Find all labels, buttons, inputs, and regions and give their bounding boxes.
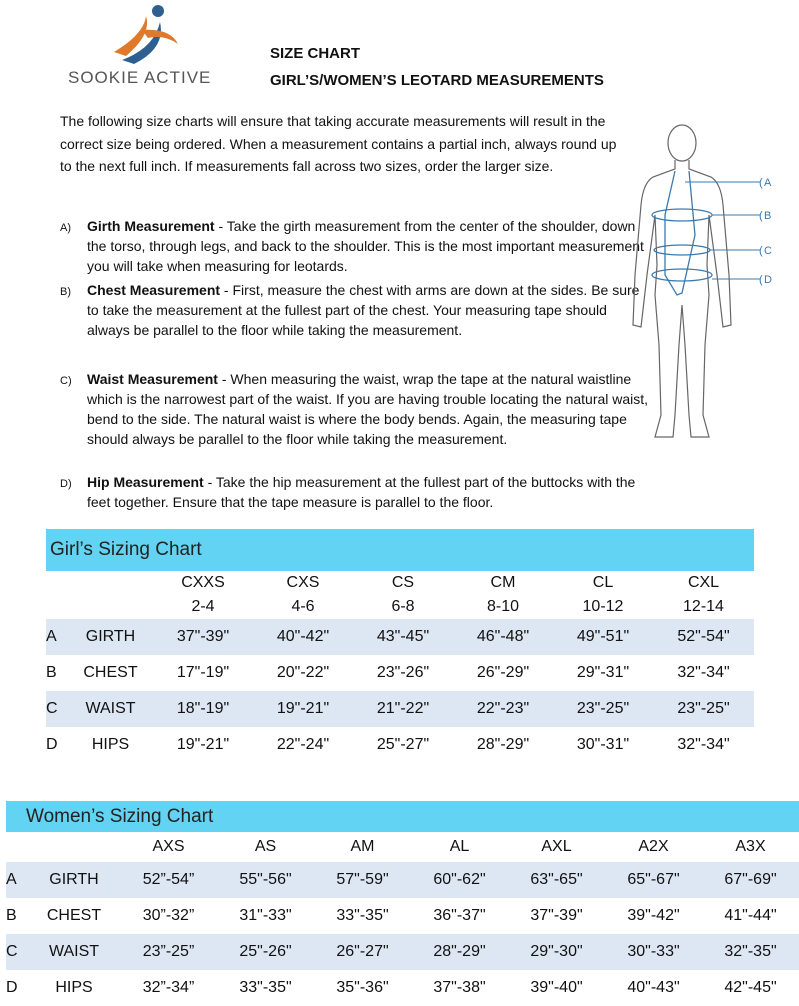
- row-label: GIRTH: [68, 619, 153, 655]
- size-label: CXL: [687, 574, 720, 591]
- women-size-row: [6, 832, 799, 862]
- table-cell: 57"-59": [314, 862, 411, 898]
- measurement-text: - Take the hip measurement at the fullest part of the buttocks with the feet together. Ensure that the tape measure is parallel to the floor.: [87, 474, 636, 510]
- row-label: GIRTH: [28, 862, 120, 898]
- size-label: CM: [490, 574, 516, 591]
- measurement-name: Chest Measurement: [87, 282, 221, 298]
- body-outline-icon: [625, 115, 775, 455]
- table-cell: 63"-65": [508, 862, 605, 898]
- table-cell: 26"-27": [314, 934, 411, 970]
- table-row: [46, 619, 754, 655]
- row-label: WAIST: [68, 691, 153, 727]
- table-cell: 39"-42": [627, 907, 680, 924]
- table-row: [46, 691, 754, 727]
- table-cell: 60"-62": [411, 862, 508, 898]
- title-line-1: SIZE CHART: [270, 45, 360, 62]
- row-letter: D: [6, 979, 18, 996]
- table-cell: 40"-43": [627, 979, 680, 996]
- title-line-2: GIRL’S/WOMEN’S LEOTARD MEASUREMENTS: [270, 72, 604, 89]
- table-cell: 21"-22": [353, 691, 453, 727]
- table-cell: 49"-51": [553, 619, 653, 655]
- row-letter: C: [46, 691, 68, 727]
- row-label: HIPS: [91, 736, 130, 753]
- table-cell: 35"-36": [336, 979, 389, 996]
- girls-size-table: [46, 571, 754, 763]
- measurement-letter: C): [60, 375, 72, 387]
- table-row: [46, 655, 754, 691]
- girls-chart-title: Girl’s Sizing Chart: [46, 529, 754, 571]
- body-figure: [625, 115, 775, 455]
- brand-logo: [62, 4, 232, 90]
- age-label: 10-12: [582, 598, 624, 615]
- table-cell: 36"-37": [433, 907, 486, 924]
- table-cell: 28"-29": [411, 934, 508, 970]
- row-label: WAIST: [28, 934, 120, 970]
- table-cell: 32”-34”: [142, 979, 195, 996]
- row-label: CHEST: [46, 907, 102, 924]
- svg-text:(: (: [759, 177, 763, 189]
- page-title: [270, 40, 604, 94]
- table-cell: 26"-29": [476, 664, 530, 681]
- table-row: [46, 727, 754, 763]
- table-cell: 32"-34": [677, 736, 730, 753]
- measurement-a: [60, 216, 650, 276]
- row-label: CHEST: [83, 664, 138, 681]
- table-cell: 55"-56": [217, 862, 314, 898]
- measurement-text: - Take the girth measurement from the center of the shoulder, down the torso, through legs, and back to the shoulder. This is the most important measurement you will take when measuring for leotards.: [87, 218, 644, 274]
- table-cell: 19"-21": [176, 736, 230, 753]
- measurement-text: - When measuring the waist, wrap the tape at the natural waistline which is the narrowest part of the waist. If you are having trouble locating the natural waist, bend to the side. The natural waist is where the body bends. Again, the measuring tape should always be parallel to the floor while taking the measurement.: [87, 371, 649, 447]
- row-letter: A: [46, 619, 68, 655]
- size-label: A2X: [638, 838, 669, 855]
- table-cell: 37"-39": [530, 907, 583, 924]
- figure-label-d: D: [764, 274, 772, 286]
- size-label: AS: [254, 838, 277, 855]
- table-cell: 20"-22": [276, 664, 330, 681]
- table-cell: 23”-25”: [120, 934, 217, 970]
- table-cell: 23"-25": [553, 691, 653, 727]
- size-label: AM: [350, 838, 375, 855]
- figure-label-c: C: [764, 245, 772, 257]
- table-cell: 40"-42": [253, 619, 353, 655]
- table-cell: 37"-39": [153, 619, 253, 655]
- girls-age-row: [46, 595, 754, 619]
- table-row: [6, 934, 799, 970]
- table-cell: 67"-69": [702, 862, 799, 898]
- measurement-name: Hip Measurement: [87, 474, 204, 490]
- table-cell: 46"-48": [453, 619, 553, 655]
- table-cell: 65"-67": [605, 862, 702, 898]
- table-cell: 32"-35": [702, 934, 799, 970]
- measurement-letter: A): [60, 222, 71, 234]
- table-cell: 23"-26": [376, 664, 430, 681]
- svg-text:(: (: [759, 210, 763, 222]
- table-cell: 39"-40": [530, 979, 583, 996]
- svg-text:(: (: [759, 274, 763, 286]
- brand-name: SOOKIE ACTIVE: [68, 68, 212, 87]
- row-letter: A: [6, 862, 28, 898]
- table-cell: 52"-54": [653, 619, 754, 655]
- table-cell: 33"-35": [239, 979, 292, 996]
- age-label: 6-8: [391, 598, 415, 615]
- age-label: 12-14: [683, 598, 724, 615]
- table-cell: 23"-25": [653, 691, 754, 727]
- table-cell: 52”-54”: [120, 862, 217, 898]
- girls-size-row: [46, 571, 754, 595]
- measurement-b: [60, 280, 650, 340]
- size-label: CL: [592, 574, 614, 591]
- svg-text:(: (: [759, 245, 763, 257]
- table-cell: 18"-19": [153, 691, 253, 727]
- row-letter: D: [46, 736, 58, 753]
- row-letter: B: [46, 664, 57, 681]
- table-cell: 42"-45": [724, 979, 777, 996]
- table-cell: 32"-34": [677, 664, 730, 681]
- measurement-d: [60, 472, 650, 512]
- age-label: 8-10: [486, 598, 520, 615]
- measurement-letter: D): [60, 478, 72, 490]
- measurement-text: - First, measure the chest with arms are down at the sides. Be sure to take the measurement at the fullest part of the chest. Your measuring tape should always be parallel to the floor while taking the measurement.: [87, 282, 640, 338]
- table-row: [6, 898, 799, 934]
- logo-mark-icon: [104, 4, 184, 66]
- size-label: CS: [391, 574, 415, 591]
- women-size-table: [6, 832, 799, 1006]
- table-cell: 19"-21": [253, 691, 353, 727]
- table-cell: 22"-23": [453, 691, 553, 727]
- age-label: 4-6: [291, 598, 315, 615]
- age-label: 2-4: [191, 598, 215, 615]
- table-cell: 43"-45": [353, 619, 453, 655]
- table-cell: 22"-24": [276, 736, 330, 753]
- table-cell: 17"-19": [176, 664, 230, 681]
- row-letter: C: [6, 934, 28, 970]
- table-cell: 37"-38": [433, 979, 486, 996]
- table-cell: 30”-32”: [142, 907, 195, 924]
- size-label: A3X: [735, 838, 766, 855]
- measurement-name: Waist Measurement: [87, 371, 218, 387]
- women-chart-title: Women’s Sizing Chart: [6, 801, 799, 832]
- size-label: CXS: [286, 574, 320, 591]
- row-letter: B: [6, 907, 17, 924]
- size-label: AXS: [152, 838, 185, 855]
- figure-label-b: B: [764, 210, 772, 222]
- table-cell: 29"-30": [508, 934, 605, 970]
- measurement-name: Girth Measurement: [87, 218, 215, 234]
- size-label: CXXS: [181, 574, 225, 591]
- table-cell: 31"-33": [239, 907, 292, 924]
- table-cell: 30"-31": [576, 736, 630, 753]
- table-cell: 25"-26": [217, 934, 314, 970]
- measurement-c: [60, 369, 650, 449]
- size-label: AXL: [541, 838, 572, 855]
- table-cell: 28"-29": [476, 736, 530, 753]
- table-cell: 25"-27": [376, 736, 430, 753]
- table-cell: 41"-44": [724, 907, 777, 924]
- intro-text: The following size charts will ensure that taking accurate measurements will result in the correct size being ordered. When a measurement contains a partial inch, always round up to the next full inch. If measurements fall across two sizes, order the larger size.: [60, 113, 617, 174]
- row-label: HIPS: [55, 979, 93, 996]
- table-cell: 29"-31": [576, 664, 630, 681]
- table-cell: 30"-33": [605, 934, 702, 970]
- figure-label-a: A: [764, 177, 772, 189]
- table-cell: 33"-35": [336, 907, 389, 924]
- measurement-letter: B): [60, 286, 71, 298]
- table-row: [6, 862, 799, 898]
- size-label: AL: [449, 838, 470, 855]
